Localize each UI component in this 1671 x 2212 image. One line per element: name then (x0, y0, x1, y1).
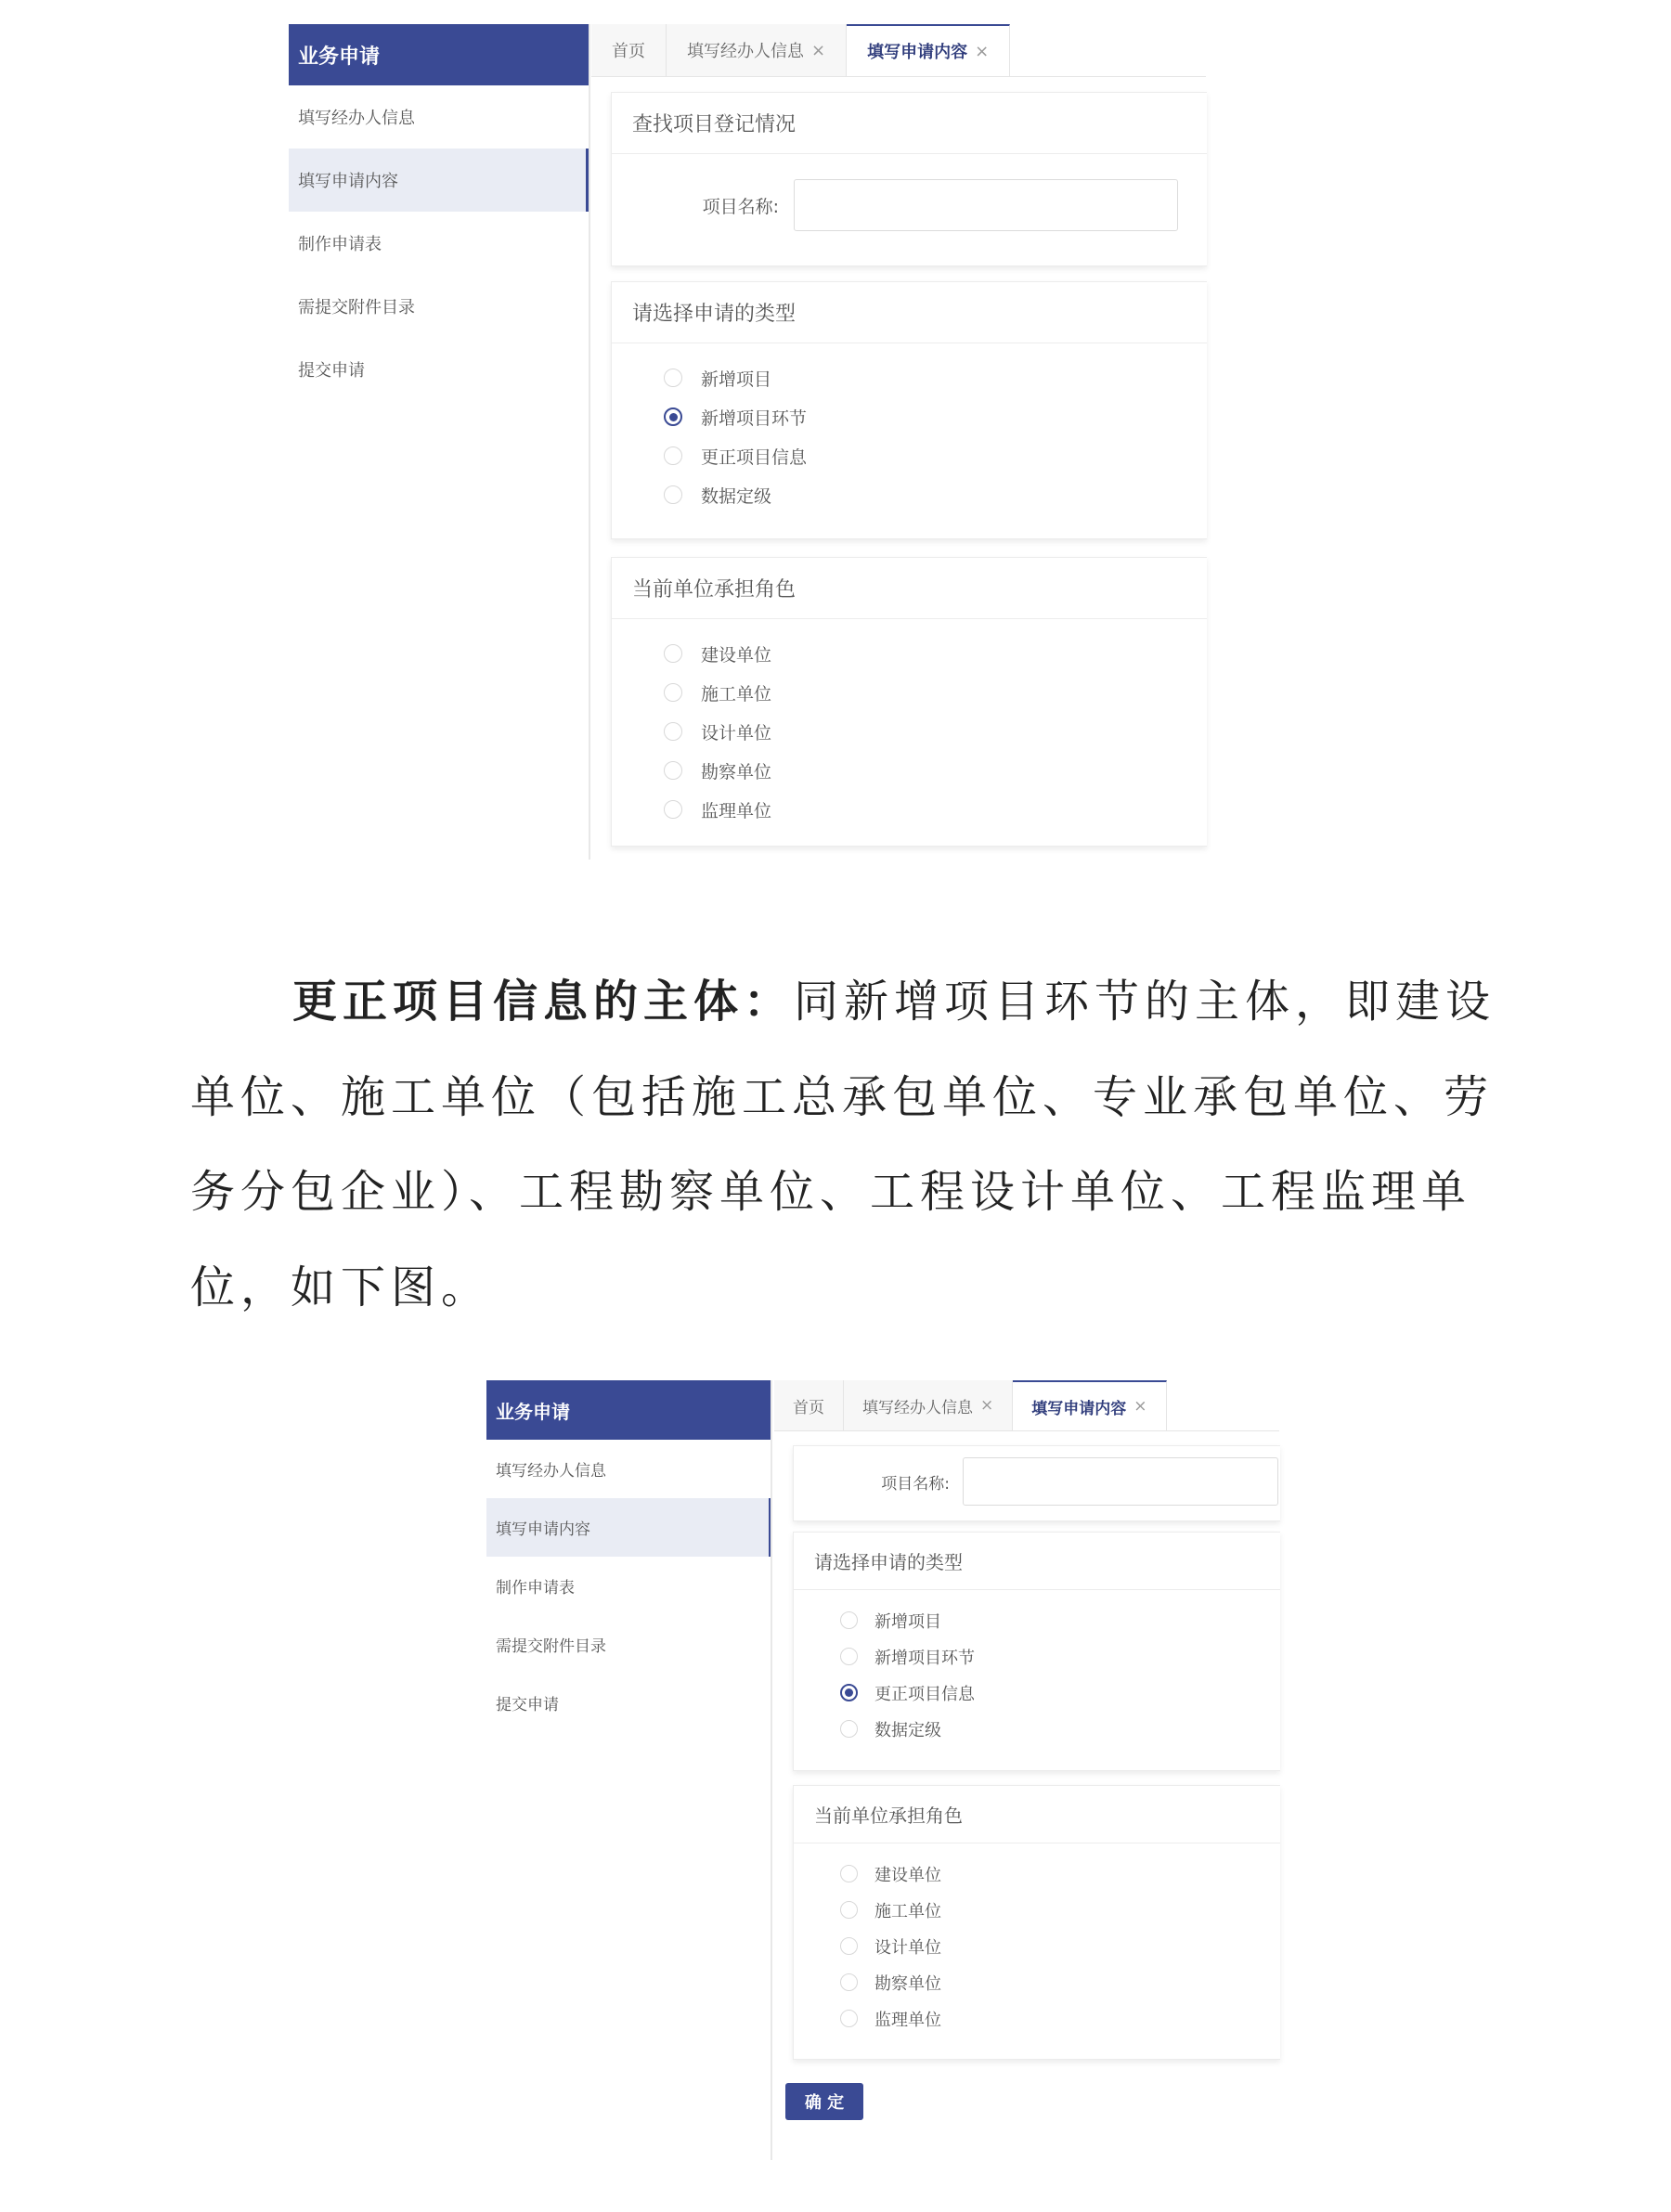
tab-label: 填写申请内容 (867, 43, 968, 62)
type-card (793, 1532, 1280, 1771)
radio-circle (840, 1720, 858, 1738)
tab-agent-info[interactable] (667, 24, 847, 76)
sidebar-item-agent-info[interactable]: 填写经办人信息 (496, 1462, 606, 1481)
radio-label: 施工单位 (874, 1901, 941, 1921)
card-title: 请选择申请的类型 (612, 282, 1207, 343)
close-icon[interactable]: × (811, 40, 826, 60)
card-title: 当前单位承担角色 (794, 1786, 1280, 1843)
field-label: 项目名称: (702, 196, 779, 217)
radio-construction-unit[interactable] (840, 1856, 941, 1892)
radio-contractor-unit[interactable] (840, 1892, 941, 1928)
radio-construction-unit[interactable] (664, 634, 771, 673)
tab-bar (591, 24, 1206, 77)
radio-circle (664, 722, 682, 741)
radio-new-project-stage[interactable] (840, 1638, 975, 1675)
close-icon[interactable]: × (980, 1396, 994, 1415)
radio-label: 监理单位 (701, 800, 772, 821)
radio-label: 建设单位 (874, 1865, 941, 1885)
sidebar (486, 1380, 772, 2160)
radio-label: 新增项目 (701, 369, 772, 390)
radio-label: 新增项目环节 (874, 1648, 975, 1668)
sidebar-item-submit[interactable]: 提交申请 (496, 1696, 559, 1714)
tab-application-content[interactable] (847, 24, 1010, 76)
radio-circle (840, 2010, 858, 2027)
radio-data-grading[interactable] (664, 475, 807, 514)
radio-survey-unit[interactable] (840, 1964, 941, 2000)
radio-circle (664, 485, 682, 504)
radio-new-project[interactable] (664, 358, 807, 397)
radio-label: 监理单位 (874, 2010, 941, 2030)
radio-label: 设计单位 (701, 722, 772, 744)
radio-label: 新增项目环节 (701, 407, 808, 429)
paragraph-line-3: 务分包企业）、工程勘察单位、工程设计单位、工程监理单 (190, 1166, 1472, 1218)
tab-label: 填写经办人信息 (862, 1398, 973, 1417)
radio-circle (664, 644, 682, 663)
tab-agent-info[interactable] (844, 1380, 1013, 1430)
radio-circle (840, 1937, 858, 1955)
type-card (611, 281, 1207, 539)
radio-label: 勘察单位 (874, 1973, 941, 1994)
card-title: 当前单位承担角色 (612, 558, 1207, 619)
close-icon[interactable]: × (975, 41, 990, 61)
radio-label: 勘察单位 (701, 761, 772, 783)
sidebar-item-make-form[interactable]: 制作申请表 (298, 235, 382, 254)
tab-label: 填写申请内容 (1031, 1399, 1127, 1418)
radio-label: 施工单位 (701, 683, 772, 705)
tab-bar (774, 1380, 1279, 1431)
project-name-input[interactable] (963, 1457, 1278, 1506)
radio-label: 设计单位 (874, 1937, 941, 1958)
screenshot-bottom (486, 1380, 1279, 2160)
role-card (793, 1785, 1280, 2060)
radio-design-unit[interactable] (664, 712, 771, 751)
radio-circle-selected (664, 407, 682, 426)
sidebar-header: 业务申请 (289, 24, 589, 85)
radio-label: 更正项目信息 (874, 1684, 975, 1704)
radio-correct-project-info[interactable] (664, 436, 807, 475)
tab-application-content[interactable] (1013, 1380, 1166, 1430)
radio-design-unit[interactable] (840, 1928, 941, 1964)
radio-circle (664, 446, 682, 465)
search-card (793, 1445, 1280, 1521)
type-radio-group (664, 358, 807, 514)
radio-circle (664, 761, 682, 780)
line-text: 同新增项目环节的主体，即建设 (794, 976, 1496, 1028)
radio-circle (840, 1648, 858, 1665)
radio-label: 数据定级 (874, 1720, 941, 1740)
card-title: 请选择申请的类型 (794, 1533, 1280, 1590)
radio-circle (664, 683, 682, 702)
search-card (611, 92, 1207, 266)
sidebar (289, 24, 589, 860)
radio-supervision-unit[interactable] (664, 790, 771, 829)
radio-circle-selected (840, 1684, 858, 1701)
tab-home[interactable] (591, 24, 667, 76)
radio-circle (840, 1901, 858, 1919)
project-name-row (612, 179, 1178, 231)
radio-new-project-stage[interactable] (664, 397, 807, 436)
radio-data-grading[interactable] (840, 1711, 975, 1747)
radio-circle (840, 1973, 858, 1991)
radio-survey-unit[interactable] (664, 751, 771, 790)
radio-contractor-unit[interactable] (664, 673, 771, 712)
paragraph-line-4: 位，如下图。 (190, 1261, 492, 1313)
paragraph-line-2: 单位、施工单位（包括施工总承包单位、专业承包单位、劳 (190, 1071, 1495, 1123)
sidebar-item-application-content[interactable]: 填写申请内容 (486, 1498, 772, 1557)
card-title: 查找项目登记情况 (612, 93, 1207, 154)
project-name-row (794, 1457, 1278, 1506)
radio-correct-project-info[interactable] (840, 1675, 975, 1711)
radio-label: 新增项目 (874, 1611, 941, 1632)
sidebar-header: 业务申请 (486, 1380, 772, 1440)
field-label: 项目名称: (881, 1474, 950, 1494)
sidebar-item-attachments[interactable]: 需提交附件目录 (298, 298, 415, 317)
radio-circle (840, 1611, 858, 1629)
tab-label: 首页 (793, 1398, 824, 1417)
radio-label: 更正项目信息 (701, 446, 808, 468)
divider (771, 1380, 772, 2160)
radio-new-project[interactable] (840, 1602, 975, 1638)
radio-circle (840, 1865, 858, 1882)
radio-circle (664, 369, 682, 387)
radio-supervision-unit[interactable] (840, 2000, 941, 2037)
radio-label: 建设单位 (701, 644, 772, 666)
close-icon[interactable]: × (1133, 1397, 1147, 1416)
sidebar-item-make-form[interactable]: 制作申请表 (496, 1579, 575, 1598)
paragraph-line-1 (292, 965, 1496, 1029)
sidebar-item-application-content[interactable]: 填写申请内容 (289, 149, 589, 212)
divider (589, 24, 590, 860)
screenshot-top (289, 24, 1206, 860)
tab-label: 首页 (612, 42, 645, 61)
type-radio-group (840, 1602, 975, 1747)
sidebar-item-agent-info[interactable]: 填写经办人信息 (298, 109, 415, 128)
role-radio-group (840, 1856, 941, 2037)
bold-lead: 更正项目信息的主体： (292, 976, 795, 1028)
tab-home[interactable] (774, 1380, 844, 1430)
radio-circle (664, 800, 682, 819)
project-name-input[interactable] (794, 179, 1178, 231)
role-radio-group (664, 634, 771, 829)
radio-label: 数据定级 (701, 485, 772, 507)
sidebar-item-attachments[interactable]: 需提交附件目录 (496, 1637, 606, 1656)
sidebar-item-submit[interactable]: 提交申请 (298, 361, 365, 381)
confirm-button[interactable]: 确 定 (785, 2083, 863, 2120)
tab-label: 填写经办人信息 (687, 42, 804, 61)
role-card (611, 557, 1207, 847)
